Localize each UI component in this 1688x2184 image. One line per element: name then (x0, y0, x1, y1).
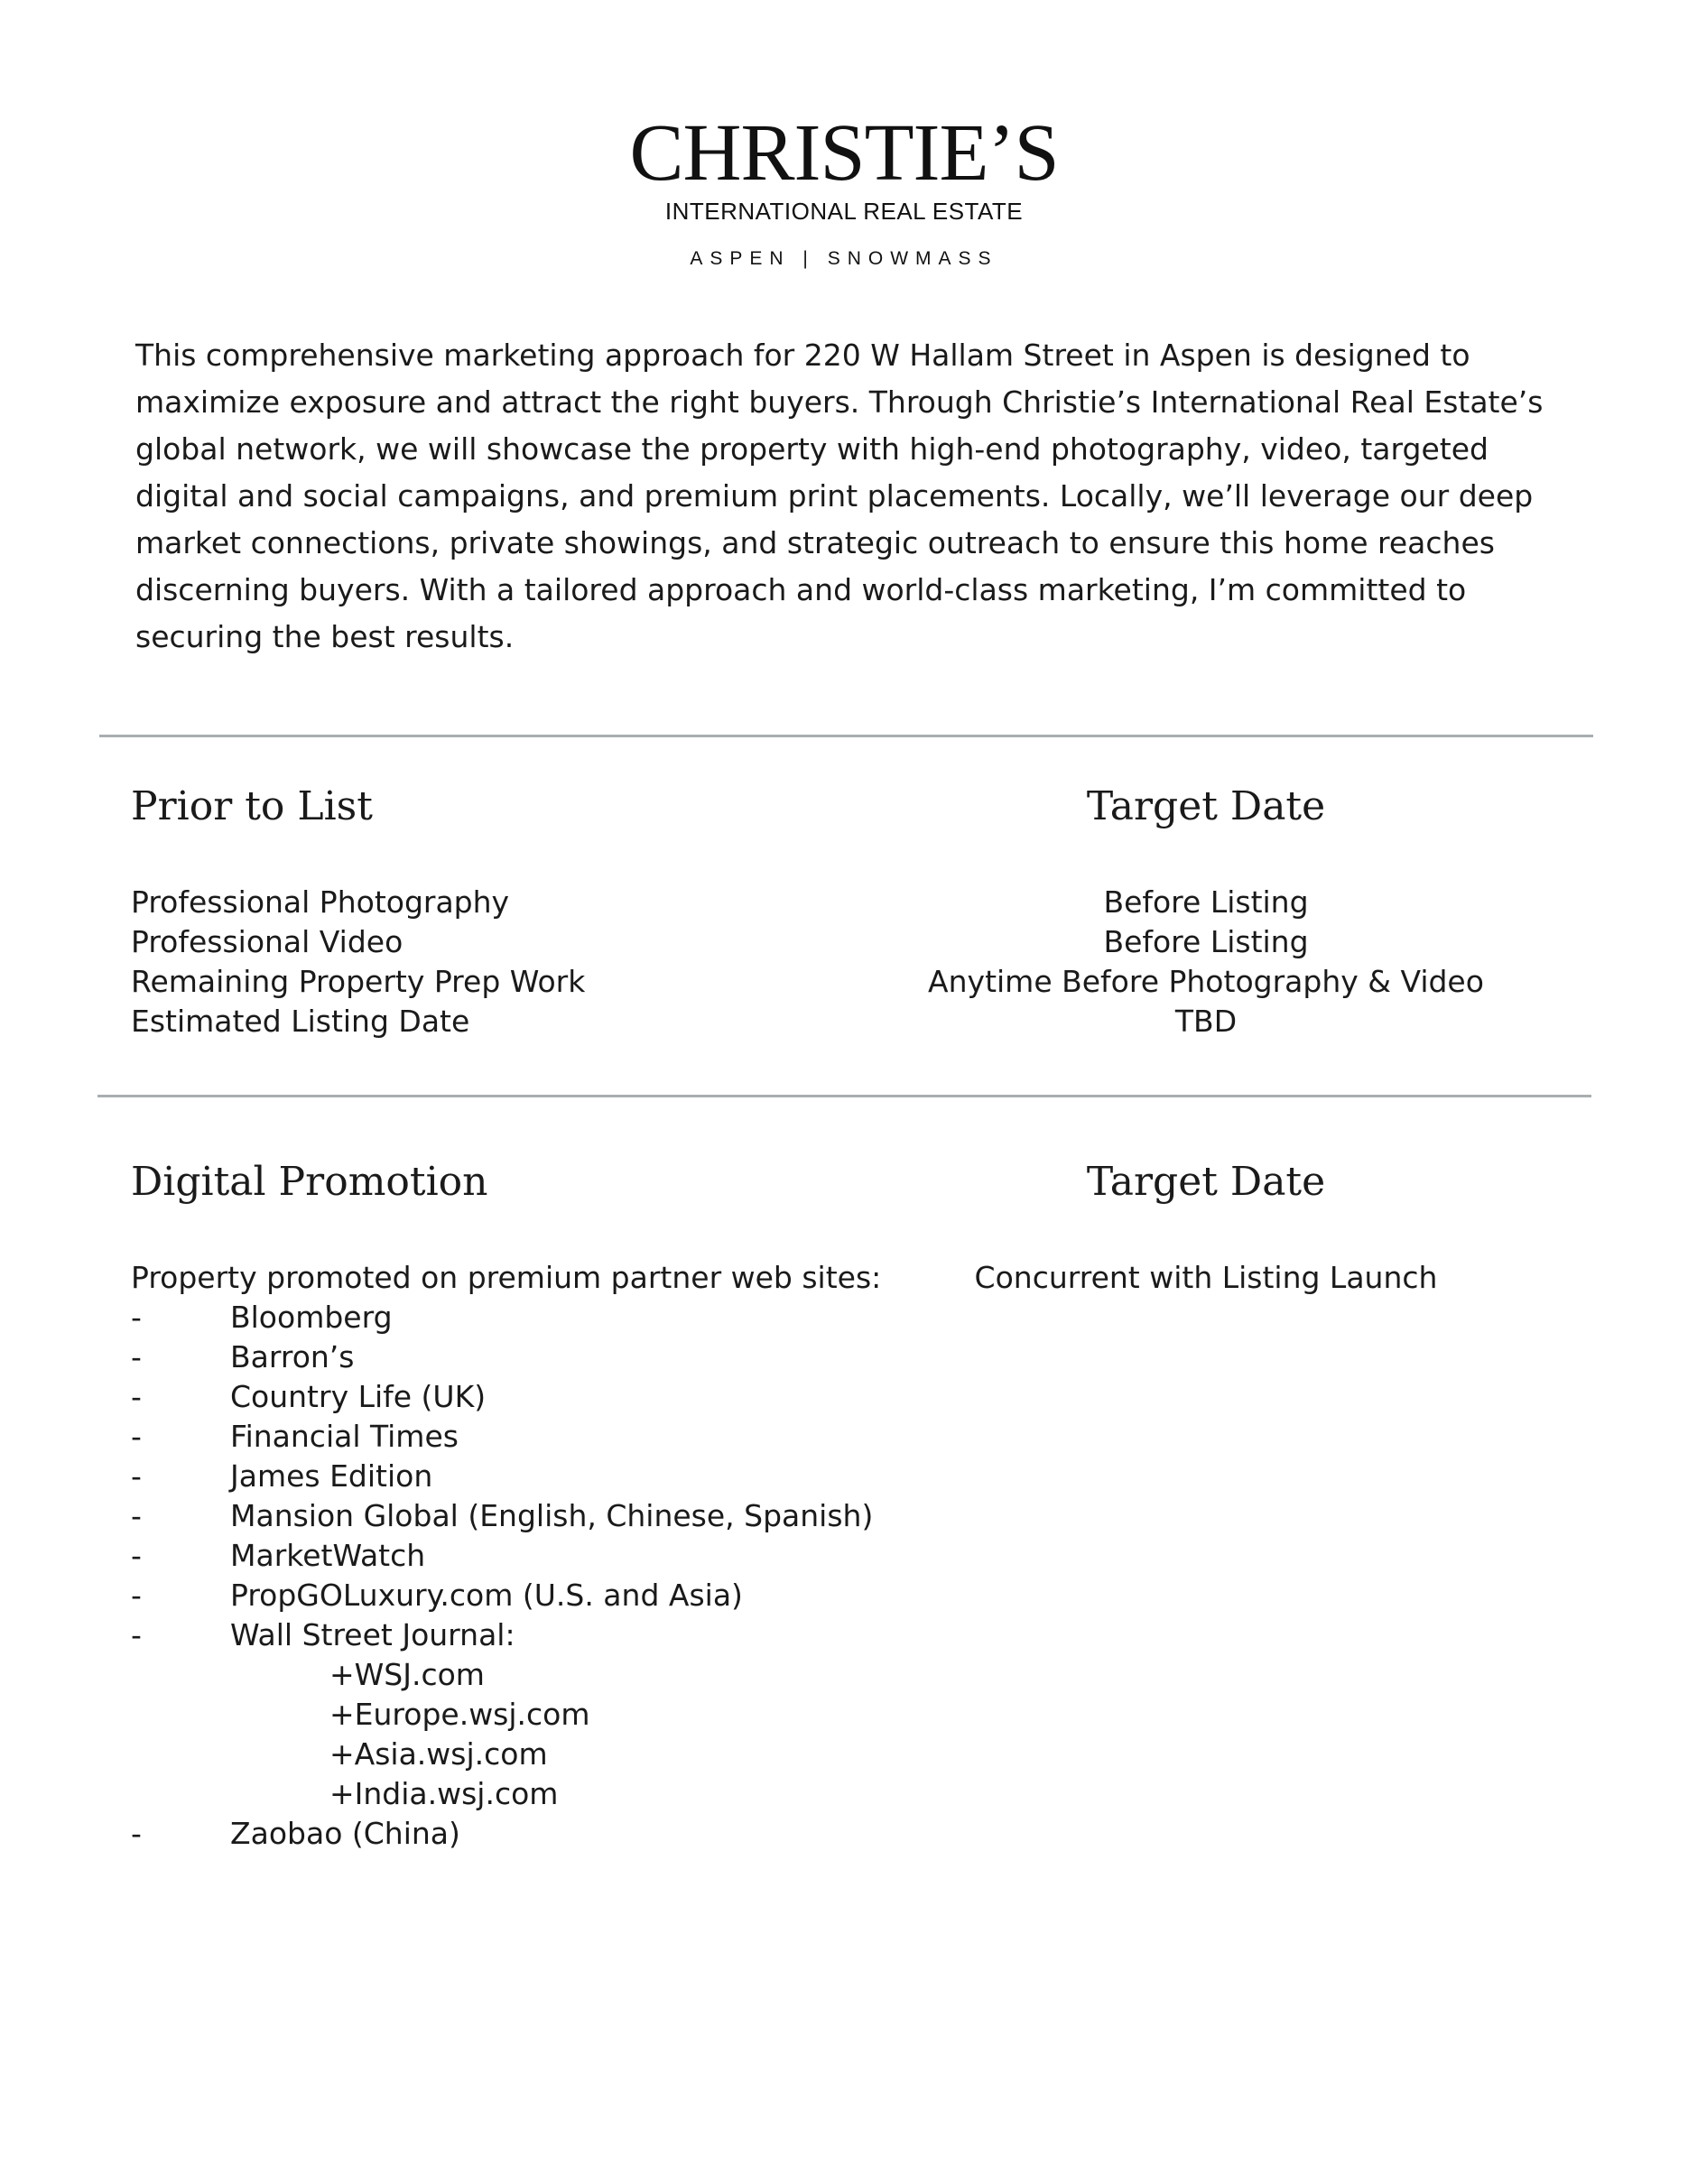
list-item (131, 1615, 881, 1655)
prior-task: Professional Photography (131, 884, 510, 920)
prior-task: Remaining Property Prep Work (131, 964, 586, 999)
partner-site: Country Life (UK) (230, 1379, 487, 1414)
dash-marker: - (131, 1538, 142, 1573)
partner-list-lead: Property promoted on premium partner web sites: (131, 1260, 882, 1295)
christies-logo (0, 108, 1688, 270)
partner-site: Barron’s (230, 1339, 355, 1374)
partner-site: MarketWatch (230, 1538, 426, 1573)
wsj-sub-site: +Asia.wsj.com (329, 1736, 548, 1772)
dash-marker: - (131, 1498, 142, 1533)
section-divider (97, 1095, 1591, 1097)
dash-marker: - (131, 1816, 142, 1851)
logo-brand: CHRISTIE’S (629, 108, 1059, 198)
prior-to-list-title: Prior to List (131, 783, 373, 829)
prior-task-list (131, 883, 585, 1041)
list-item (131, 1576, 881, 1615)
list-item (131, 1457, 881, 1496)
logo-location: ASPEN | SNOWMASS (690, 248, 998, 269)
dash-marker: - (131, 1300, 142, 1335)
prior-task: Professional Video (131, 924, 403, 959)
partner-site: Bloomberg (230, 1300, 393, 1335)
digital-target-date-title: Target Date (1086, 1159, 1326, 1205)
prior-date: TBD (1174, 1004, 1238, 1039)
prior-date: Before Listing (1103, 884, 1309, 920)
list-item (131, 1496, 881, 1536)
partner-site: Mansion Global (English, Chinese, Spanish) (230, 1498, 874, 1533)
wsj-sub-site: +Europe.wsj.com (329, 1697, 590, 1732)
prior-date-list (845, 883, 1567, 1041)
intro-paragraph: This comprehensive marketing approach for 220 W Hallam Street in Aspen is designed to maximize exposure and attract the right buyers. Through Christie’s International Real Estate’s global network, we will showcase the property with high-end photography, video, targeted digital and social campaigns, and premium print placements. Locally, we’ll leverage our deep market connections, private showings, and strategic outreach to ensure this home reaches discerning buyers. With a tailored approach and world-class marketing, I’m committed to securing the best results. (135, 338, 1544, 654)
section-divider (99, 735, 1593, 737)
list-item (131, 1536, 881, 1576)
dash-marker: - (131, 1339, 142, 1374)
dash-marker: - (131, 1578, 142, 1613)
dash-marker: - (131, 1617, 142, 1652)
partner-site: PropGOLuxury.com (U.S. and Asia) (230, 1578, 743, 1613)
prior-target-date-title: Target Date (1086, 783, 1326, 829)
partner-site: Wall Street Journal: (230, 1617, 515, 1652)
prior-task: Estimated Listing Date (131, 1004, 470, 1039)
list-item (131, 1298, 881, 1337)
list-item (131, 1337, 881, 1377)
dash-marker: - (131, 1458, 142, 1494)
partner-site: Zaobao (China) (230, 1816, 460, 1851)
partner-site: Financial Times (230, 1419, 459, 1454)
wsj-sub-site: +India.wsj.com (329, 1776, 559, 1811)
dash-marker: - (131, 1379, 142, 1414)
wsj-sub-site: +WSJ.com (329, 1657, 485, 1692)
partner-site-list (131, 1258, 881, 1854)
digital-promotion-title: Digital Promotion (131, 1159, 488, 1205)
partner-site: James Edition (230, 1458, 433, 1494)
digital-date: Concurrent with Listing Launch (974, 1260, 1438, 1295)
list-item (131, 1417, 881, 1457)
logo-subtitle: INTERNATIONAL REAL ESTATE (664, 198, 1024, 225)
digital-date-list (845, 1258, 1567, 1298)
list-item (131, 1814, 881, 1854)
dash-marker: - (131, 1419, 142, 1454)
prior-date: Anytime Before Photography & Video (928, 964, 1484, 999)
list-item (131, 1377, 881, 1417)
prior-date: Before Listing (1103, 924, 1309, 959)
